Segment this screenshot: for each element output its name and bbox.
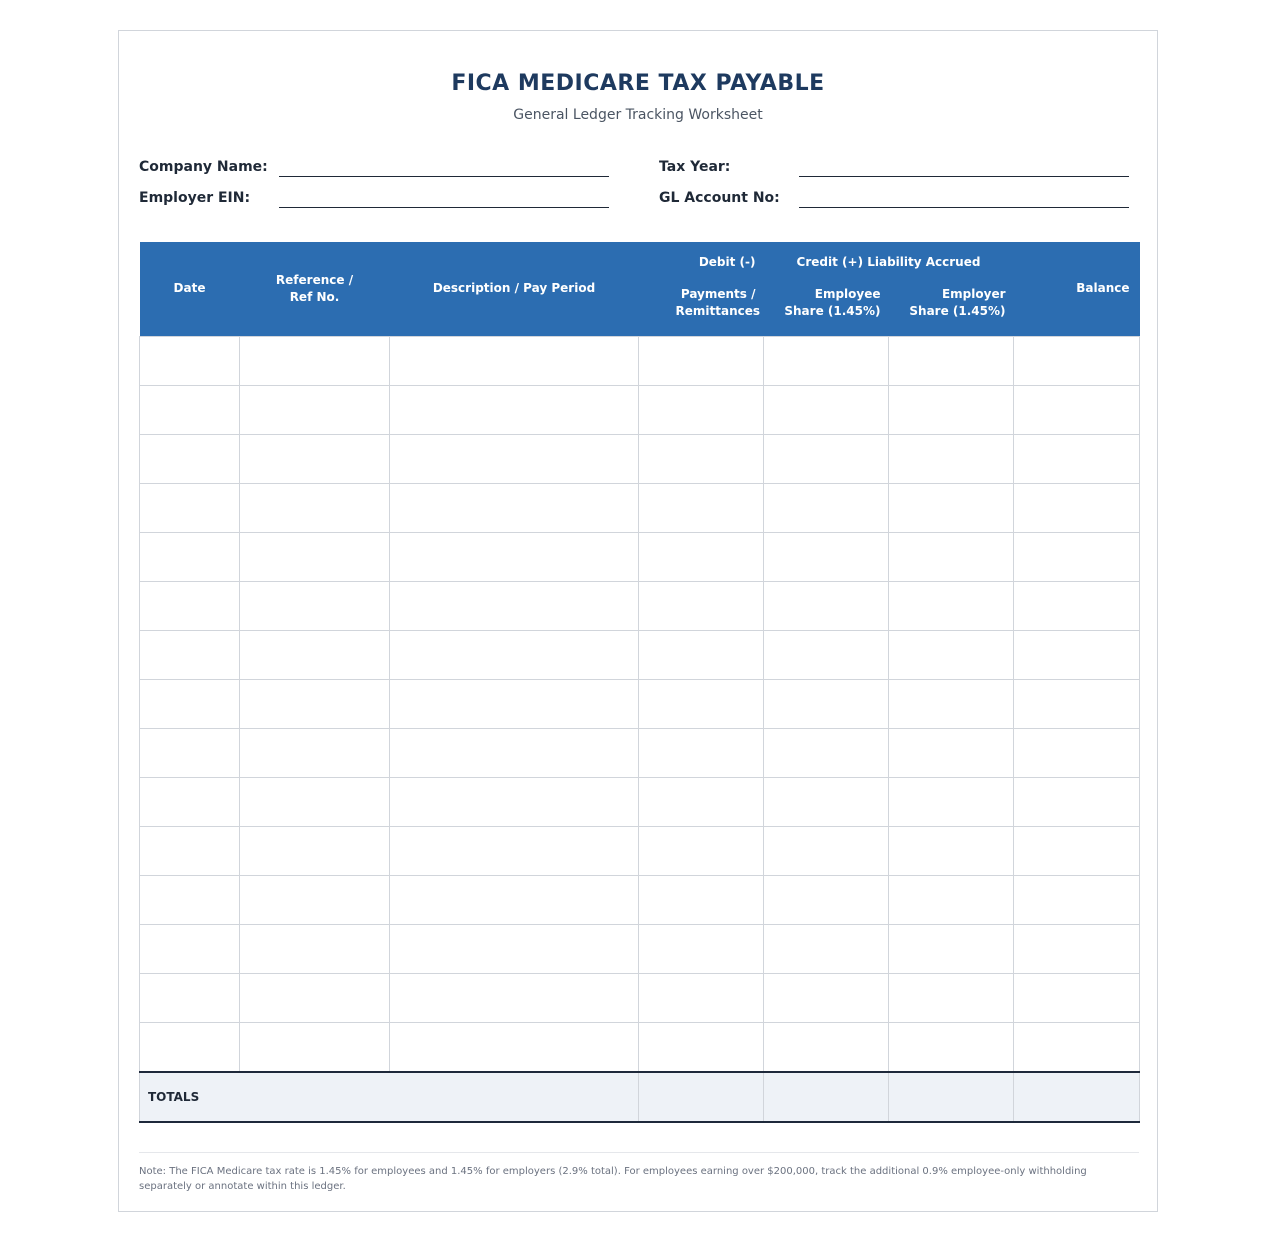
col-header-credit-group: Credit (+) Liability Accrued xyxy=(764,242,1014,282)
cell-employee-share[interactable] xyxy=(764,532,889,581)
cell-date[interactable] xyxy=(140,336,240,385)
table-row xyxy=(140,434,1140,483)
cell-reference[interactable] xyxy=(240,679,390,728)
cell-description[interactable] xyxy=(390,777,639,826)
employer-ein-label: Employer EIN: xyxy=(139,190,251,206)
cell-employee-share[interactable] xyxy=(764,1022,889,1072)
cell-balance[interactable] xyxy=(1014,826,1140,875)
cell-employer-share[interactable] xyxy=(889,679,1014,728)
cell-employee-share[interactable] xyxy=(764,336,889,385)
cell-balance[interactable] xyxy=(1014,630,1140,679)
cell-payments[interactable] xyxy=(639,336,764,385)
cell-employee-share[interactable] xyxy=(764,581,889,630)
cell-employer-share[interactable] xyxy=(889,826,1014,875)
gl-account-field[interactable] xyxy=(659,184,1129,208)
cell-payments[interactable] xyxy=(639,1022,764,1072)
cell-employee-share[interactable] xyxy=(764,483,889,532)
table-row xyxy=(140,630,1140,679)
cell-date[interactable] xyxy=(140,728,240,777)
cell-date[interactable] xyxy=(140,826,240,875)
cell-payments[interactable] xyxy=(639,385,764,434)
page-title: FICA MEDICARE TAX PAYABLE xyxy=(451,71,825,96)
col-header-payments-text: Payments / Remittances xyxy=(675,287,761,318)
cell-reference[interactable] xyxy=(240,532,390,581)
cell-description[interactable] xyxy=(390,924,639,973)
cell-employee-share[interactable] xyxy=(764,924,889,973)
cell-employee-share[interactable] xyxy=(764,434,889,483)
cell-balance[interactable] xyxy=(1014,483,1140,532)
gl-account-label: GL Account No: xyxy=(659,190,780,206)
note-divider xyxy=(139,1152,1139,1153)
cell-employer-share[interactable] xyxy=(889,532,1014,581)
cell-payments[interactable] xyxy=(639,826,764,875)
cell-description[interactable] xyxy=(390,875,639,924)
table-row xyxy=(140,728,1140,777)
totals-cell-employee-share[interactable] xyxy=(764,1072,889,1122)
col-header-employer-share xyxy=(889,282,1014,336)
header-row-top xyxy=(140,242,1140,282)
cell-employer-share[interactable] xyxy=(889,385,1014,434)
cell-payments[interactable] xyxy=(639,973,764,1022)
cell-date[interactable] xyxy=(140,875,240,924)
col-header-reference xyxy=(240,242,390,336)
cell-date[interactable] xyxy=(140,973,240,1022)
col-header-description: Description / Pay Period xyxy=(390,242,639,336)
tax-year-field[interactable] xyxy=(659,153,1129,177)
cell-payments[interactable] xyxy=(639,679,764,728)
cell-date[interactable] xyxy=(140,483,240,532)
cell-employee-share[interactable] xyxy=(764,826,889,875)
cell-employee-share[interactable] xyxy=(764,630,889,679)
totals-row xyxy=(140,1072,1140,1122)
cell-payments[interactable] xyxy=(639,483,764,532)
company-name-input-line[interactable] xyxy=(279,156,609,177)
totals-cell-employer-share[interactable] xyxy=(889,1072,1014,1122)
cell-description[interactable] xyxy=(390,434,639,483)
cell-employer-share[interactable] xyxy=(889,434,1014,483)
cell-balance[interactable] xyxy=(1014,777,1140,826)
cell-payments[interactable] xyxy=(639,434,764,483)
table-row xyxy=(140,777,1140,826)
cell-employer-share[interactable] xyxy=(889,581,1014,630)
cell-employee-share[interactable] xyxy=(764,973,889,1022)
cell-reference[interactable] xyxy=(240,630,390,679)
cell-date[interactable] xyxy=(140,581,240,630)
cell-balance[interactable] xyxy=(1014,679,1140,728)
cell-payments[interactable] xyxy=(639,875,764,924)
cell-employee-share[interactable] xyxy=(764,777,889,826)
cell-reference[interactable] xyxy=(240,728,390,777)
cell-date[interactable] xyxy=(140,385,240,434)
cell-date[interactable] xyxy=(140,532,240,581)
totals-label: TOTALS xyxy=(140,1072,639,1122)
cell-employee-share[interactable] xyxy=(764,679,889,728)
cell-reference[interactable] xyxy=(240,483,390,532)
cell-employer-share[interactable] xyxy=(889,777,1014,826)
cell-date[interactable] xyxy=(140,1022,240,1072)
cell-employer-share[interactable] xyxy=(889,875,1014,924)
cell-date[interactable] xyxy=(140,679,240,728)
cell-balance[interactable] xyxy=(1014,336,1140,385)
cell-description[interactable] xyxy=(390,336,639,385)
cell-date[interactable] xyxy=(140,630,240,679)
cell-payments[interactable] xyxy=(639,532,764,581)
cell-payments[interactable] xyxy=(639,728,764,777)
cell-reference[interactable] xyxy=(240,336,390,385)
cell-balance[interactable] xyxy=(1014,581,1140,630)
footnote: Note: The FICA Medicare tax rate is 1.45% for employees and 1.45% for employers (2.9% total). For employees earning over $200,000, track the additional 0.9% employee-only withholding separately or annotate within this ledger. xyxy=(139,1166,1087,1192)
cell-employer-share[interactable] xyxy=(889,924,1014,973)
cell-reference[interactable] xyxy=(240,581,390,630)
employer-ein-field[interactable] xyxy=(139,184,609,208)
cell-balance[interactable] xyxy=(1014,385,1140,434)
table-row xyxy=(140,1022,1140,1072)
cell-reference[interactable] xyxy=(240,385,390,434)
employer-ein-input-line[interactable] xyxy=(279,187,609,208)
gl-account-input-line[interactable] xyxy=(799,187,1129,208)
cell-balance[interactable] xyxy=(1014,875,1140,924)
cell-payments[interactable] xyxy=(639,630,764,679)
table-row xyxy=(140,385,1140,434)
tax-year-label: Tax Year: xyxy=(659,159,731,175)
cell-balance[interactable] xyxy=(1014,728,1140,777)
cell-description[interactable] xyxy=(390,581,639,630)
cell-reference[interactable] xyxy=(240,973,390,1022)
col-header-reference-text: Reference / Ref No. xyxy=(275,272,354,304)
tax-year-input-line[interactable] xyxy=(799,156,1129,177)
cell-reference[interactable] xyxy=(240,875,390,924)
cell-reference[interactable] xyxy=(240,924,390,973)
table-row xyxy=(140,336,1140,385)
col-header-debit-group: Debit (-) xyxy=(639,242,764,282)
cell-description[interactable] xyxy=(390,483,639,532)
cell-description[interactable] xyxy=(390,532,639,581)
cell-payments[interactable] xyxy=(639,581,764,630)
ledger-table xyxy=(139,242,1140,1123)
cell-description[interactable] xyxy=(390,679,639,728)
cell-balance[interactable] xyxy=(1014,924,1140,973)
cell-employer-share[interactable] xyxy=(889,973,1014,1022)
worksheet-page xyxy=(118,30,1158,1212)
col-header-balance: Balance xyxy=(1014,242,1140,336)
table-row xyxy=(140,532,1140,581)
col-header-payments xyxy=(639,282,764,336)
table-row xyxy=(140,679,1140,728)
col-header-employer-share-text: Employer Share (1.45%) xyxy=(909,287,1006,318)
col-header-date: Date xyxy=(140,242,240,336)
cell-employee-share[interactable] xyxy=(764,728,889,777)
cell-description[interactable] xyxy=(390,630,639,679)
cell-balance[interactable] xyxy=(1014,1022,1140,1072)
cell-description[interactable] xyxy=(390,728,639,777)
table-row xyxy=(140,581,1140,630)
cell-description[interactable] xyxy=(390,973,639,1022)
company-name-field[interactable] xyxy=(139,153,609,177)
cell-employer-share[interactable] xyxy=(889,483,1014,532)
cell-date[interactable] xyxy=(140,777,240,826)
cell-reference[interactable] xyxy=(240,777,390,826)
cell-description[interactable] xyxy=(390,826,639,875)
cell-employer-share[interactable] xyxy=(889,1022,1014,1072)
col-header-employee-share-text: Employee Share (1.45%) xyxy=(784,287,881,318)
col-header-employee-share xyxy=(764,282,889,336)
ledger-body xyxy=(140,336,1140,1122)
cell-payments[interactable] xyxy=(639,777,764,826)
totals-cell-payments[interactable] xyxy=(639,1072,764,1122)
cell-payments[interactable] xyxy=(639,924,764,973)
table-row xyxy=(140,973,1140,1022)
cell-employer-share[interactable] xyxy=(889,336,1014,385)
cell-date[interactable] xyxy=(140,924,240,973)
table-row xyxy=(140,875,1140,924)
cell-balance[interactable] xyxy=(1014,434,1140,483)
cell-employee-share[interactable] xyxy=(764,875,889,924)
cell-reference[interactable] xyxy=(240,1022,390,1072)
table-row xyxy=(140,924,1140,973)
totals-cell-balance[interactable] xyxy=(1014,1072,1140,1122)
company-name-label: Company Name: xyxy=(139,159,268,175)
cell-description[interactable] xyxy=(390,1022,639,1072)
cell-balance[interactable] xyxy=(1014,973,1140,1022)
cell-employee-share[interactable] xyxy=(764,385,889,434)
cell-balance[interactable] xyxy=(1014,532,1140,581)
table-row xyxy=(140,483,1140,532)
cell-reference[interactable] xyxy=(240,434,390,483)
page-subtitle: General Ledger Tracking Worksheet xyxy=(513,107,763,123)
cell-employer-share[interactable] xyxy=(889,728,1014,777)
cell-date[interactable] xyxy=(140,434,240,483)
cell-reference[interactable] xyxy=(240,826,390,875)
cell-description[interactable] xyxy=(390,385,639,434)
cell-employer-share[interactable] xyxy=(889,630,1014,679)
table-row xyxy=(140,826,1140,875)
